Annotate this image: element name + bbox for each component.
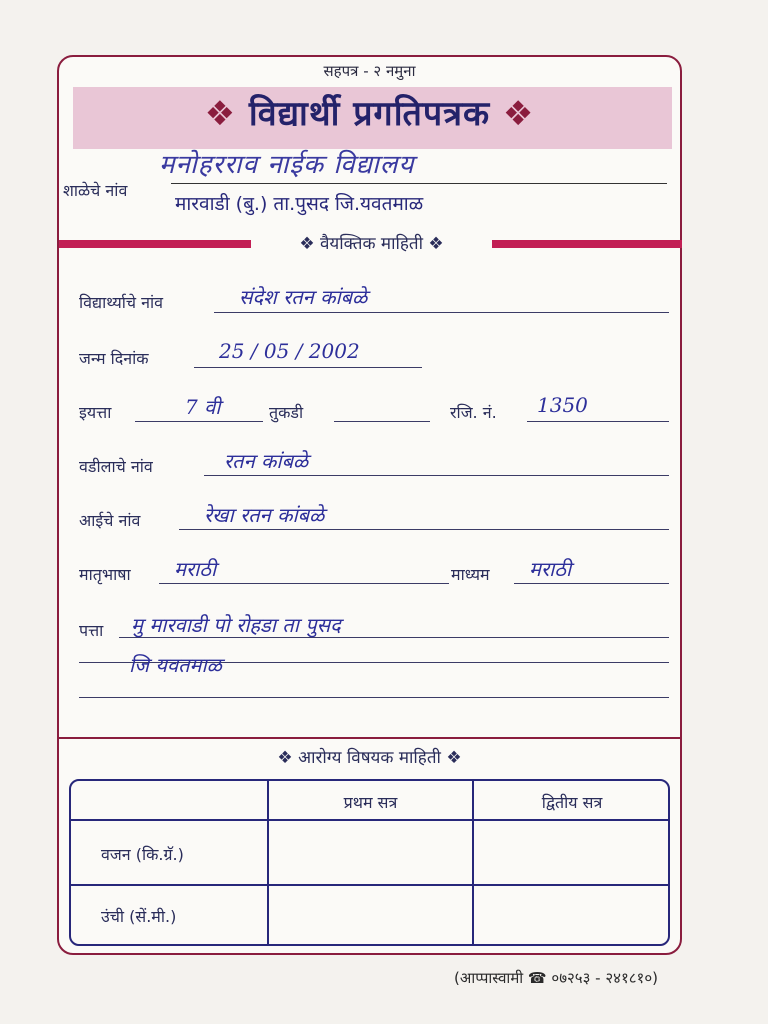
father-label: वडीलाचे नांव: [79, 457, 153, 476]
form-title-text: विद्यार्थी प्रगतिपत्रक: [248, 94, 491, 134]
row-height-label: उंची (सें.मी.): [101, 907, 177, 926]
school-underline: [171, 183, 667, 184]
division-label: तुकडी: [269, 403, 304, 422]
mother-line: [179, 529, 669, 530]
mother-label: आईचे नांव: [79, 511, 141, 530]
progress-card: [57, 55, 682, 955]
class-line: [135, 421, 263, 422]
dob-label: जन्म दिनांक: [79, 349, 149, 368]
header-first-term: प्रथम सत्र: [343, 793, 398, 812]
student-name-value: संदेश रतन कांबळे: [239, 285, 368, 309]
mother-tongue-line: [159, 583, 449, 584]
mother-tongue-value: मराठी: [174, 557, 217, 581]
address-value-2: जि यवतमाळ: [129, 653, 222, 677]
section-divider: [59, 737, 680, 739]
table-row-divider-2: [71, 884, 668, 886]
medium-label: माध्यम: [451, 565, 490, 584]
class-value: 7 वी: [185, 395, 221, 419]
reg-line: [527, 421, 669, 422]
dob-value: 25 / 05 / 2002: [219, 339, 360, 363]
form-title: [59, 89, 680, 135]
rule-left: [59, 240, 251, 248]
medium-value: मराठी: [529, 557, 572, 581]
rule-right: [492, 240, 682, 248]
printer-credit: (आप्पास्वामी ☎ ०७२५३ - २४१८१०): [454, 969, 658, 987]
father-line: [204, 475, 669, 476]
mother-tongue-label: मातृभाषा: [79, 565, 131, 584]
school-name-stamp: मनोहरराव नाईक विद्यालय: [159, 150, 415, 180]
medium-line: [514, 583, 669, 584]
reg-label: रजि. नं.: [450, 403, 497, 422]
personal-heading: ❖ वैयक्तिक माहिती ❖: [299, 234, 444, 254]
dob-line: [194, 367, 422, 368]
ornament-left-icon: ❖: [204, 94, 237, 134]
student-name-label: विद्यार्थ्याचे नांव: [79, 293, 164, 312]
annex-label: सहपत्र - २ नमुना: [323, 62, 416, 80]
school-place: मारवाडी (बु.) ता.पुसद जि.यवतमाळ: [175, 193, 424, 215]
ornament-right-icon: ❖: [502, 94, 535, 134]
address-value-1: मु मारवाडी पो रोहडा ता पुसद: [131, 613, 341, 637]
father-value: रतन कांबळे: [224, 449, 309, 473]
student-name-line: [214, 312, 669, 313]
division-line: [334, 421, 430, 422]
row-weight-label: वजन (कि.ग्रॅ.): [101, 845, 184, 864]
reg-value: 1350: [537, 393, 588, 417]
address-label: पत्ता: [79, 621, 104, 640]
school-label: शाळेचे नांव: [63, 181, 128, 200]
address-line-3: [79, 697, 669, 698]
header-second-term: द्वितीय सत्र: [541, 793, 603, 812]
class-label: इयत्ता: [79, 403, 112, 422]
health-heading: ❖ आरोग्य विषयक माहिती ❖: [277, 748, 462, 768]
mother-value: रेखा रतन कांबळे: [204, 503, 325, 527]
table-row-divider-1: [71, 819, 668, 821]
health-table: [69, 779, 670, 946]
